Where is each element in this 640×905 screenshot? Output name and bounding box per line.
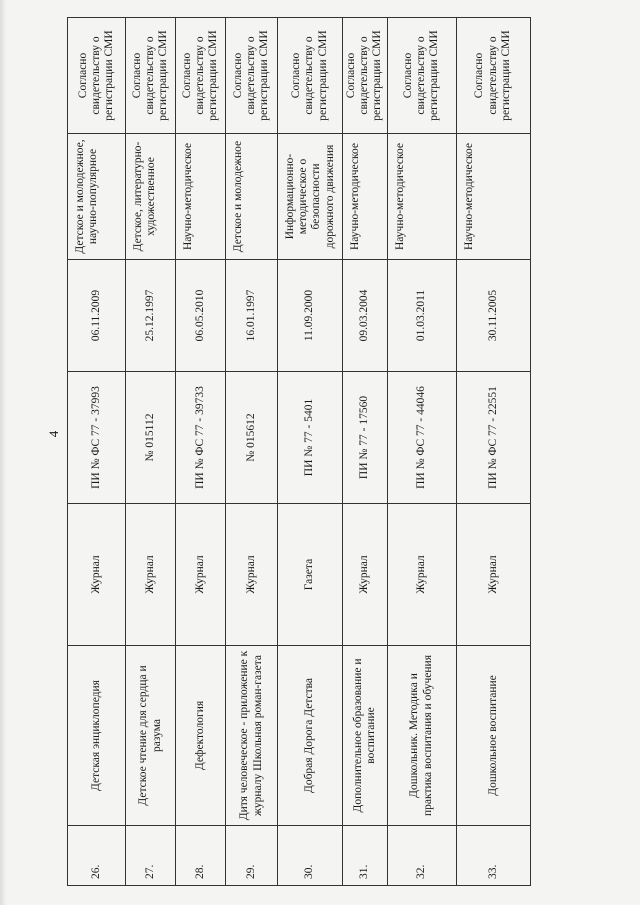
- table-row: [387, 18, 456, 886]
- registry-table: [67, 17, 531, 886]
- registration-note: Согласно свидетельству о регистрации СМИ: [126, 18, 176, 134]
- table-row: [68, 18, 126, 886]
- row-number: 30.: [278, 826, 343, 886]
- scan-edge: [0, 0, 6, 905]
- registration-date: 09.03.2004: [343, 260, 388, 372]
- document-sheet: [67, 18, 529, 886]
- registration-note: Согласно свидетельству о регистрации СМИ: [343, 18, 388, 134]
- publication-type: Журнал: [343, 504, 388, 646]
- publication-theme: Детское и молодежное, научно-популярное: [68, 134, 126, 260]
- registration-date: 06.05.2010: [176, 260, 226, 372]
- registration-date: 11.09.2000: [278, 260, 343, 372]
- registration-note: Согласно свидетельству о регистрации СМИ: [387, 18, 456, 134]
- registration-note: Согласно свидетельству о регистрации СМИ: [278, 18, 343, 134]
- row-number: 32.: [387, 826, 456, 886]
- publication-type: Журнал: [126, 504, 176, 646]
- registration-number: ПИ № 77 - 5401: [278, 372, 343, 504]
- page-number: 4: [46, 430, 61, 438]
- registration-date: 30.11.2005: [456, 260, 530, 372]
- publication-title: Детская энциклопедия: [68, 646, 126, 826]
- publication-theme: Научно-методическое: [176, 134, 226, 260]
- publication-type: Журнал: [176, 504, 226, 646]
- publication-title: Добрая Дорога Детства: [278, 646, 343, 826]
- registration-date: 06.11.2009: [68, 260, 126, 372]
- registration-date: 01.03.2011: [387, 260, 456, 372]
- row-number: 31.: [343, 826, 388, 886]
- publication-title: Дитя человеческое - приложение к журналу Школьная роман-газета: [226, 646, 278, 826]
- registration-number: ПИ № ФС 77 - 44046: [387, 372, 456, 504]
- publication-title: Дефектология: [176, 646, 226, 826]
- registration-number: ПИ № 77 - 17560: [343, 372, 388, 504]
- publication-type: Журнал: [68, 504, 126, 646]
- registration-number: № 015612: [226, 372, 278, 504]
- publication-type: Журнал: [456, 504, 530, 646]
- registration-number: ПИ № ФС 77 - 37993: [68, 372, 126, 504]
- row-number: 28.: [176, 826, 226, 886]
- table-row: [176, 18, 226, 886]
- registration-number: ПИ № ФС 77 - 39733: [176, 372, 226, 504]
- row-number: 27.: [126, 826, 176, 886]
- publication-title: Дошкольник. Методика и практика воспитания и обучения: [387, 646, 456, 826]
- publication-type: Журнал: [226, 504, 278, 646]
- publication-theme: Информационно-методическое о безопасности дорожного движения: [278, 134, 343, 260]
- registration-note: Согласно свидетельству о регистрации СМИ: [226, 18, 278, 134]
- table-row: [126, 18, 176, 886]
- publication-theme: Научно-методическое: [387, 134, 456, 260]
- publication-type: Журнал: [387, 504, 456, 646]
- registration-date: 25.12.1997: [126, 260, 176, 372]
- registration-number: ПИ № ФС 77 - 22551: [456, 372, 530, 504]
- row-number: 33.: [456, 826, 530, 886]
- registration-number: № 015112: [126, 372, 176, 504]
- publication-theme: Детское и молодежное: [226, 134, 278, 260]
- publication-title: Дополнительное образование и воспитание: [343, 646, 388, 826]
- registration-date: 16.01.1997: [226, 260, 278, 372]
- publication-theme: Научно-методическое: [456, 134, 530, 260]
- table-row: [278, 18, 343, 886]
- registration-note: Согласно свидетельству о регистрации СМИ: [176, 18, 226, 134]
- publication-theme: Детское, литературно-художественное: [126, 134, 176, 260]
- publication-theme: Научно-методическое: [343, 134, 388, 260]
- row-number: 29.: [226, 826, 278, 886]
- publication-type: Газета: [278, 504, 343, 646]
- registration-note: Согласно свидетельству о регистрации СМИ: [68, 18, 126, 134]
- registration-note: Согласно свидетельству о регистрации СМИ: [456, 18, 530, 134]
- table-row: [226, 18, 278, 886]
- publication-title: Дошкольное воспитание: [456, 646, 530, 826]
- table-row: [456, 18, 530, 886]
- row-number: 26.: [68, 826, 126, 886]
- publication-title: Детское чтение для сердца и разума: [126, 646, 176, 826]
- table-row: [343, 18, 388, 886]
